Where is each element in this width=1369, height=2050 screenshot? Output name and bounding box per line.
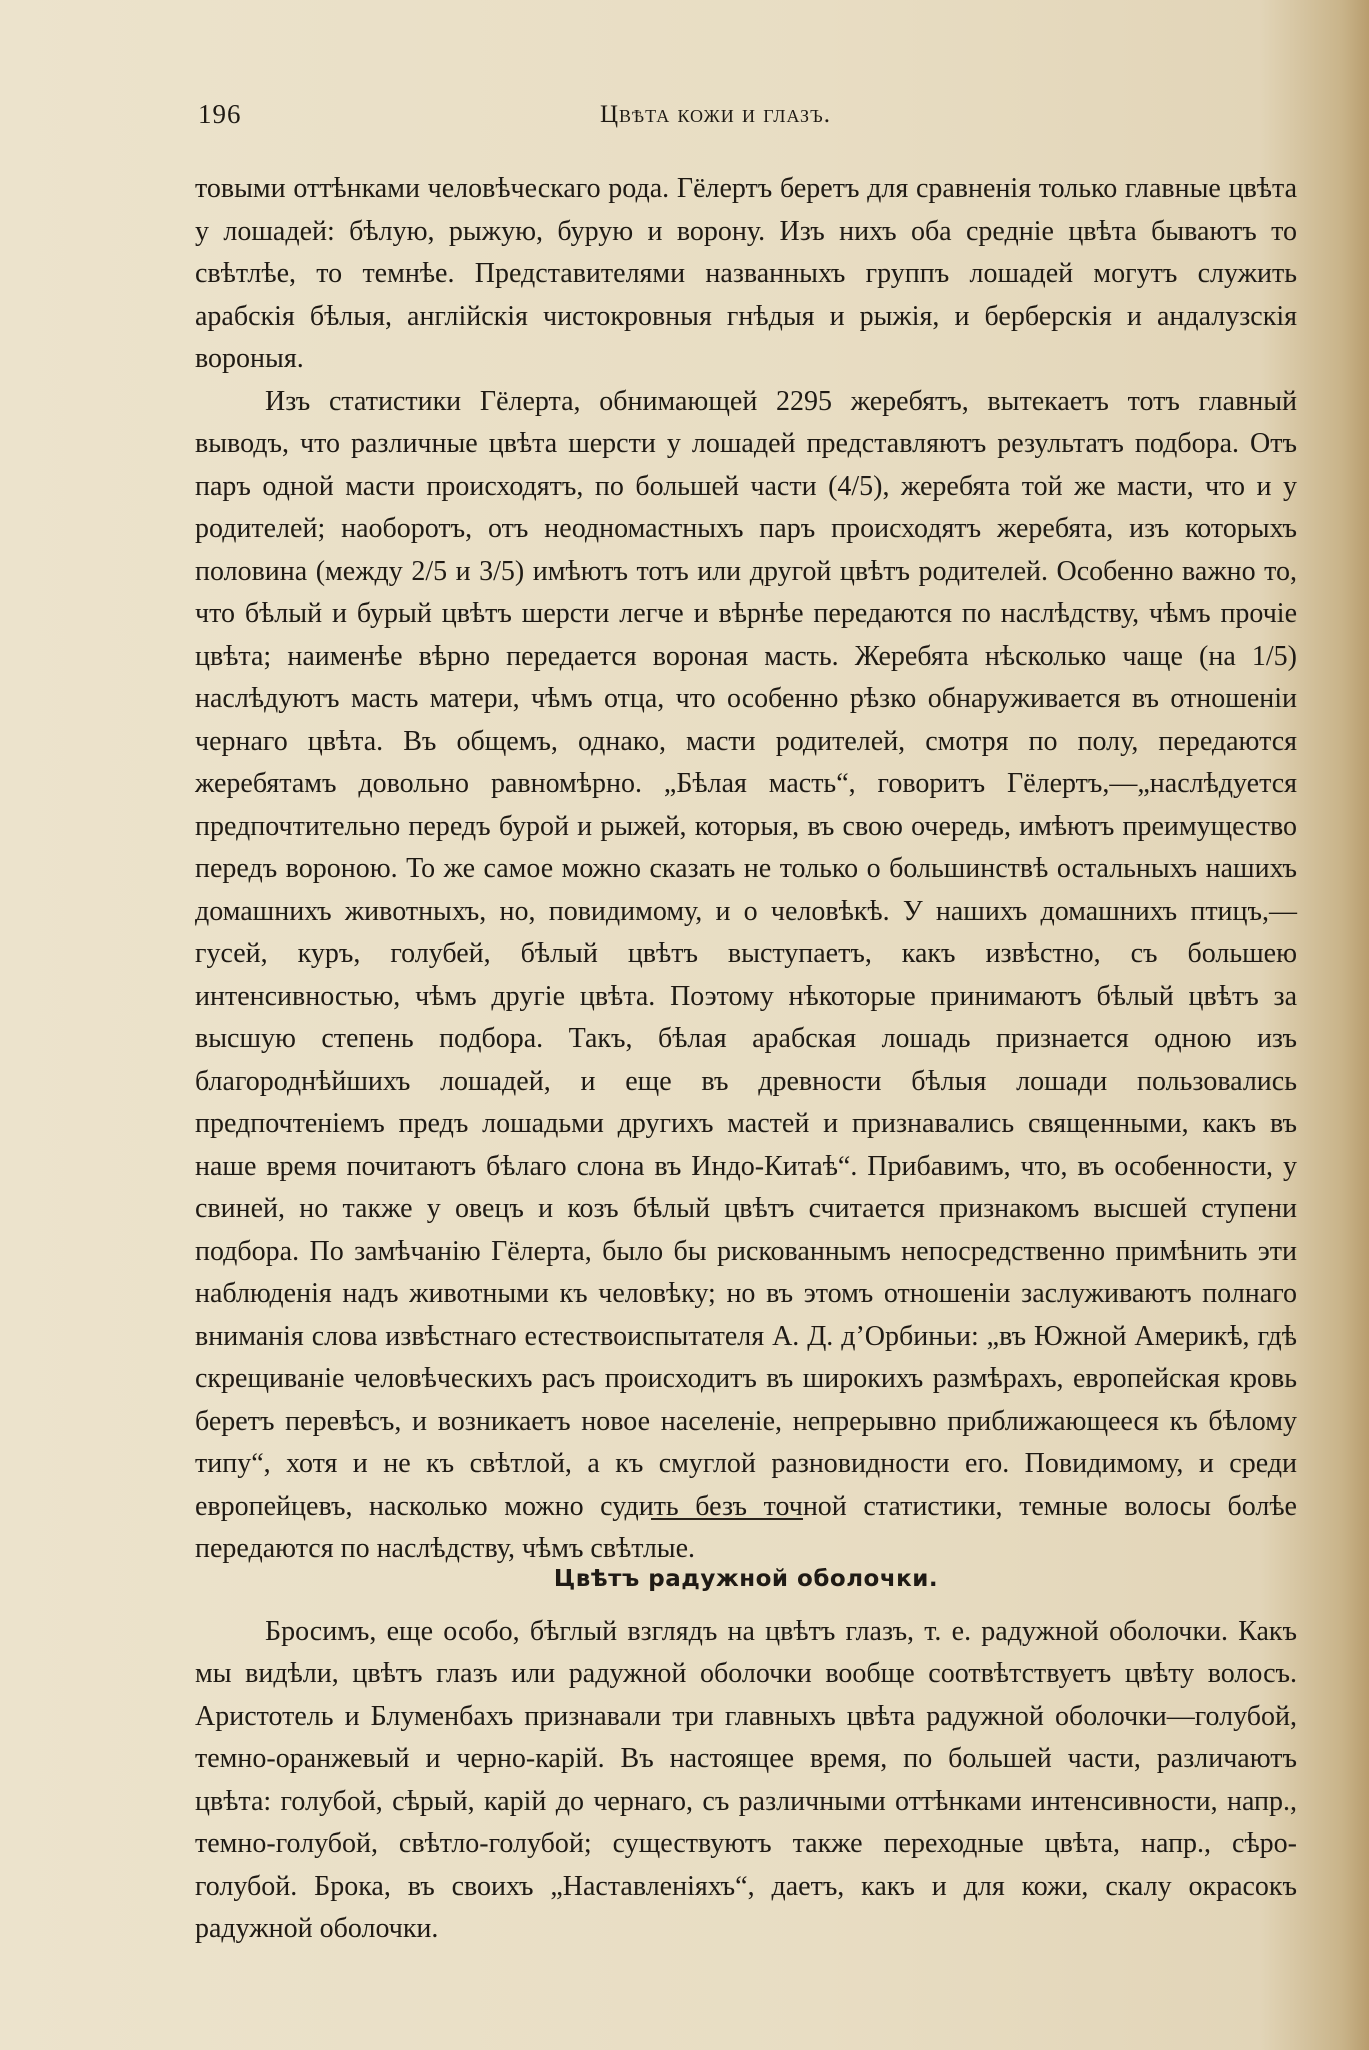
section-title: Цвѣтъ радужной оболочки. [553, 1566, 939, 1592]
page-number: 196 [198, 99, 242, 129]
section-paragraph: Бросимъ, еще особо, бѣглый взглядъ на цвѣтъ глазъ, т. е. радужной оболочки. Какъ мы видѣли, цвѣтъ глазъ или радужной оболочки вообще соотвѣтствуетъ цвѣту волосъ. Аристотель и Блуменбахъ признавали три главныхъ цвѣта радужной оболочки—голубой, темно-оранжевый и черно-карій. Въ настоящее время, по большей части, различаютъ цвѣта: голубой, сѣрый, карій до чернаго, съ различными оттѣнками интенсивности, напр., темно-голубой, свѣтло-голубой; существуютъ также переходные цвѣта, напр., сѣро-голубой. Брока, въ своихъ „Наставленіяхъ“, даетъ, какъ и для кожи, скалу окрасокъ радужной оболочки. [195, 1615, 1297, 1944]
page-header [198, 95, 1298, 135]
paragraph-continued: товыми оттѣнками человѣческаго рода. Гёлертъ беретъ для сравненія только главные цвѣта у лошадей: бѣлую, рыжую, бурую и ворону. Изъ нихъ оба средніе цвѣта бываютъ то свѣтлѣе, то темнѣе. Представителями названныхъ группъ лошадей могутъ служить арабскія бѣлыя, англійскія чистокровныя гнѣдыя и рыжія, и берберскія и андалузскія вороныя. [195, 173, 1297, 374]
section-iris-color [195, 1558, 1297, 1951]
paragraph-goelert-statistics: Изъ статистики Гёлерта, обнимающей 2295 жеребятъ, вытекаетъ тотъ главный выводъ, что различные цвѣта шерсти у лошадей представляютъ результатъ подбора. Отъ паръ одной масти происходятъ, по большей части (4/5), жеребята той же масти, что и у родителей; наоборотъ, отъ неодномастныхъ паръ происходятъ жеребята, изъ которыхъ половина (между 2/5 и 3/5) имѣютъ тотъ или другой цвѣтъ родителей. Особенно важно то, что бѣлый и бурый цвѣтъ шерсти легче и вѣрнѣе передаются по наслѣдству, чѣмъ прочіе цвѣта; наименѣе вѣрно передается вороная масть. Жеребята нѣсколько чаще (на 1/5) наслѣдуютъ масть матери, чѣмъ отца, что особенно рѣзко обнаруживается въ отношеніи чернаго цвѣта. Въ общемъ, однако, масти родителей, смотря по полу, передаются жеребятамъ довольно равномѣрно. „Бѣлая масть“, говоритъ Гёлертъ,—„наслѣдуется предпочтительно передъ бурой и рыжей, которыя, въ свою очередь, имѣютъ преимущество передъ вороною. То же самое можно сказать не только о большинствѣ остальныхъ нашихъ домашнихъ животныхъ, но, повидимому, и о человѣкѣ. У нашихъ домашнихъ птицъ,—гусей, куръ, голубей, бѣлый цвѣтъ выступаетъ, какъ извѣстно, съ большею интенсивностью, чѣмъ другіе цвѣта. Поэтому нѣкоторые принимаютъ бѣлый цвѣтъ за высшую степень подбора. Такъ, бѣлая арабская лошадь признается одною изъ благороднѣйшихъ лошадей, и еще въ древности бѣлыя лошади пользовались предпочтеніемъ предъ лошадьми другихъ мастей и признавались священными, какъ въ наше время почитаютъ бѣлаго слона въ Индо-Китаѣ“. Прибавимъ, что, въ особенности, у свиней, но также у овецъ и козъ бѣлый цвѣтъ считается признакомъ высшей ступени подбора. По замѣчанію Гёлерта, было бы рискованнымъ непосредственно примѣнить эти наблюденія надъ животными къ человѣку; но въ этомъ отношеніи заслуживаютъ полнаго вниманія слова извѣстнаго естествоиспытателя А. Д. д’Орбиньи: „въ Южной Америкѣ, гдѣ скрещиваніе человѣческихъ расъ происходитъ въ широкихъ размѣрахъ, европейская кровь беретъ перевѣсъ, и возникаетъ новое населеніе, непрерывно приближающееся къ бѣлому типу“, хотя и не къ свѣтлой, а къ смуглой разновидности его. Повидимому, и среди европейцевъ, насколько можно судить безъ точной статистики, темные волосы болѣе передаются по наслѣдству, чѣмъ свѣтлые. [195, 385, 1297, 1564]
running-head: Цвѣта кожи и глазъ. [600, 101, 832, 128]
body-text [195, 168, 1297, 1571]
section-divider [651, 1518, 803, 1520]
